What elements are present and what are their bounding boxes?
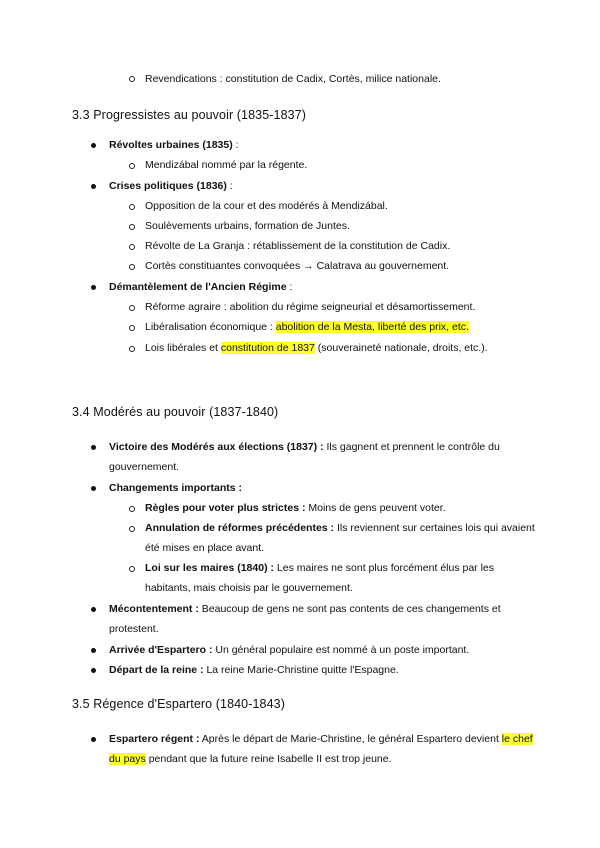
highlighted-text: du pays bbox=[109, 753, 146, 765]
sub-item-annulation: Annulation de réformes précédentes : Ils reviennent sur certaines lois qui avaient bbox=[145, 522, 535, 534]
item-crises-politiques: Crises politiques (1836) : bbox=[109, 180, 233, 192]
sub-item-lois-liberales: Lois libérales et constitution de 1837 (souveraineté nationale, droits, etc.). bbox=[145, 342, 488, 354]
sub-bullet-marker bbox=[129, 566, 135, 572]
sub-item-loi-maires-continued: habitants, mais choisis par le gouvernement. bbox=[145, 582, 353, 594]
section-heading-3-3: 3.3 Progressistes au pouvoir (1835-1837) bbox=[72, 108, 306, 122]
sub-bullet-marker bbox=[129, 76, 135, 82]
item-mecontentement-continued: protestent. bbox=[109, 623, 159, 635]
sub-bullet-marker bbox=[129, 346, 135, 352]
bullet-marker bbox=[91, 184, 96, 189]
bullet-marker bbox=[91, 143, 96, 148]
sub-item-annulation-continued: été mises en place avant. bbox=[145, 542, 265, 554]
sub-bullet-marker bbox=[129, 305, 135, 311]
sub-bullet-marker bbox=[129, 244, 135, 250]
sub-item-reforme-agraire: Réforme agraire : abolition du régime seigneurial et désamortissement. bbox=[145, 301, 476, 313]
item-victoire: Victoire des Modérés aux élections (1837) : Ils gagnent et prennent le contrôle du bbox=[109, 441, 500, 453]
item-espartero-regent: Espartero régent : Après le départ de Marie-Christine, le général Espartero devient le chef bbox=[109, 733, 533, 745]
sub-bullet-marker bbox=[129, 325, 135, 331]
sub-item-la-granja: Révolte de La Granja : rétablissement de la constitution de Cadix. bbox=[145, 240, 451, 252]
bullet-marker bbox=[91, 607, 96, 612]
bullet-marker bbox=[91, 668, 96, 673]
sub-item-loi-maires: Loi sur les maires (1840) : Les maires ne sont plus forcément élus par les bbox=[145, 562, 495, 574]
item-revoltes-urbaines: Révoltes urbaines (1835) : bbox=[109, 139, 239, 151]
sub-item-soulevements: Soulèvements urbains, formation de Juntes. bbox=[145, 220, 350, 232]
bullet-marker bbox=[91, 445, 96, 450]
item-arrivee-espartero: Arrivée d'Espartero : Un général populaire est nommé à un poste important. bbox=[109, 644, 470, 656]
sub-item-liberalisation: Libéralisation économique : abolition de la Mesta, liberté des prix, etc. bbox=[145, 321, 469, 333]
item-mecontentement: Mécontentement : Beaucoup de gens ne sont pas contents de ces changements et bbox=[109, 603, 501, 615]
sub-bullet-marker bbox=[129, 264, 135, 270]
item-depart-reine: Départ de la reine : La reine Marie-Christine quitte l'Espagne. bbox=[109, 664, 399, 676]
highlighted-text: constitution de 1837 bbox=[220, 342, 315, 354]
section-heading-3-4: 3.4 Modérés au pouvoir (1837-1840) bbox=[72, 405, 279, 419]
bullet-marker bbox=[91, 486, 96, 491]
bullet-marker bbox=[91, 648, 96, 653]
sub-bullet-marker bbox=[129, 163, 135, 169]
item-victoire-continued: gouvernement. bbox=[109, 461, 180, 473]
bullet-marker bbox=[91, 737, 96, 742]
sub-bullet-marker bbox=[129, 526, 135, 532]
item-espartero-regent-continued: du pays pendant que la future reine Isabelle II est trop jeune. bbox=[109, 753, 392, 765]
section-heading-3-5: 3.5 Régence d'Espartero (1840-1843) bbox=[72, 697, 285, 711]
sub-item-regles: Règles pour voter plus strictes : Moins de gens peuvent voter. bbox=[145, 502, 446, 514]
highlighted-text: le chef bbox=[501, 733, 533, 745]
highlighted-text: abolition de la Mesta, liberté des prix, etc. bbox=[275, 321, 469, 333]
item-changements: Changements importants : bbox=[109, 482, 243, 494]
sub-item-revendications: Revendications : constitution de Cadix, Cortès, milice nationale. bbox=[145, 73, 441, 85]
sub-item-opposition: Opposition de la cour et des modérés à Mendizábal. bbox=[145, 200, 388, 212]
sub-bullet-marker bbox=[129, 204, 135, 210]
sub-bullet-marker bbox=[129, 506, 135, 512]
sub-item-mendizabal: Mendizábal nommé par la régente. bbox=[145, 159, 308, 171]
bullet-marker bbox=[91, 285, 96, 290]
sub-item-cortes-constituantes: Cortès constituantes convoquées → Calatrava au gouvernement. bbox=[145, 260, 450, 272]
sub-bullet-marker bbox=[129, 224, 135, 230]
item-demantelement: Démantèlement de l'Ancien Régime : bbox=[109, 281, 293, 293]
